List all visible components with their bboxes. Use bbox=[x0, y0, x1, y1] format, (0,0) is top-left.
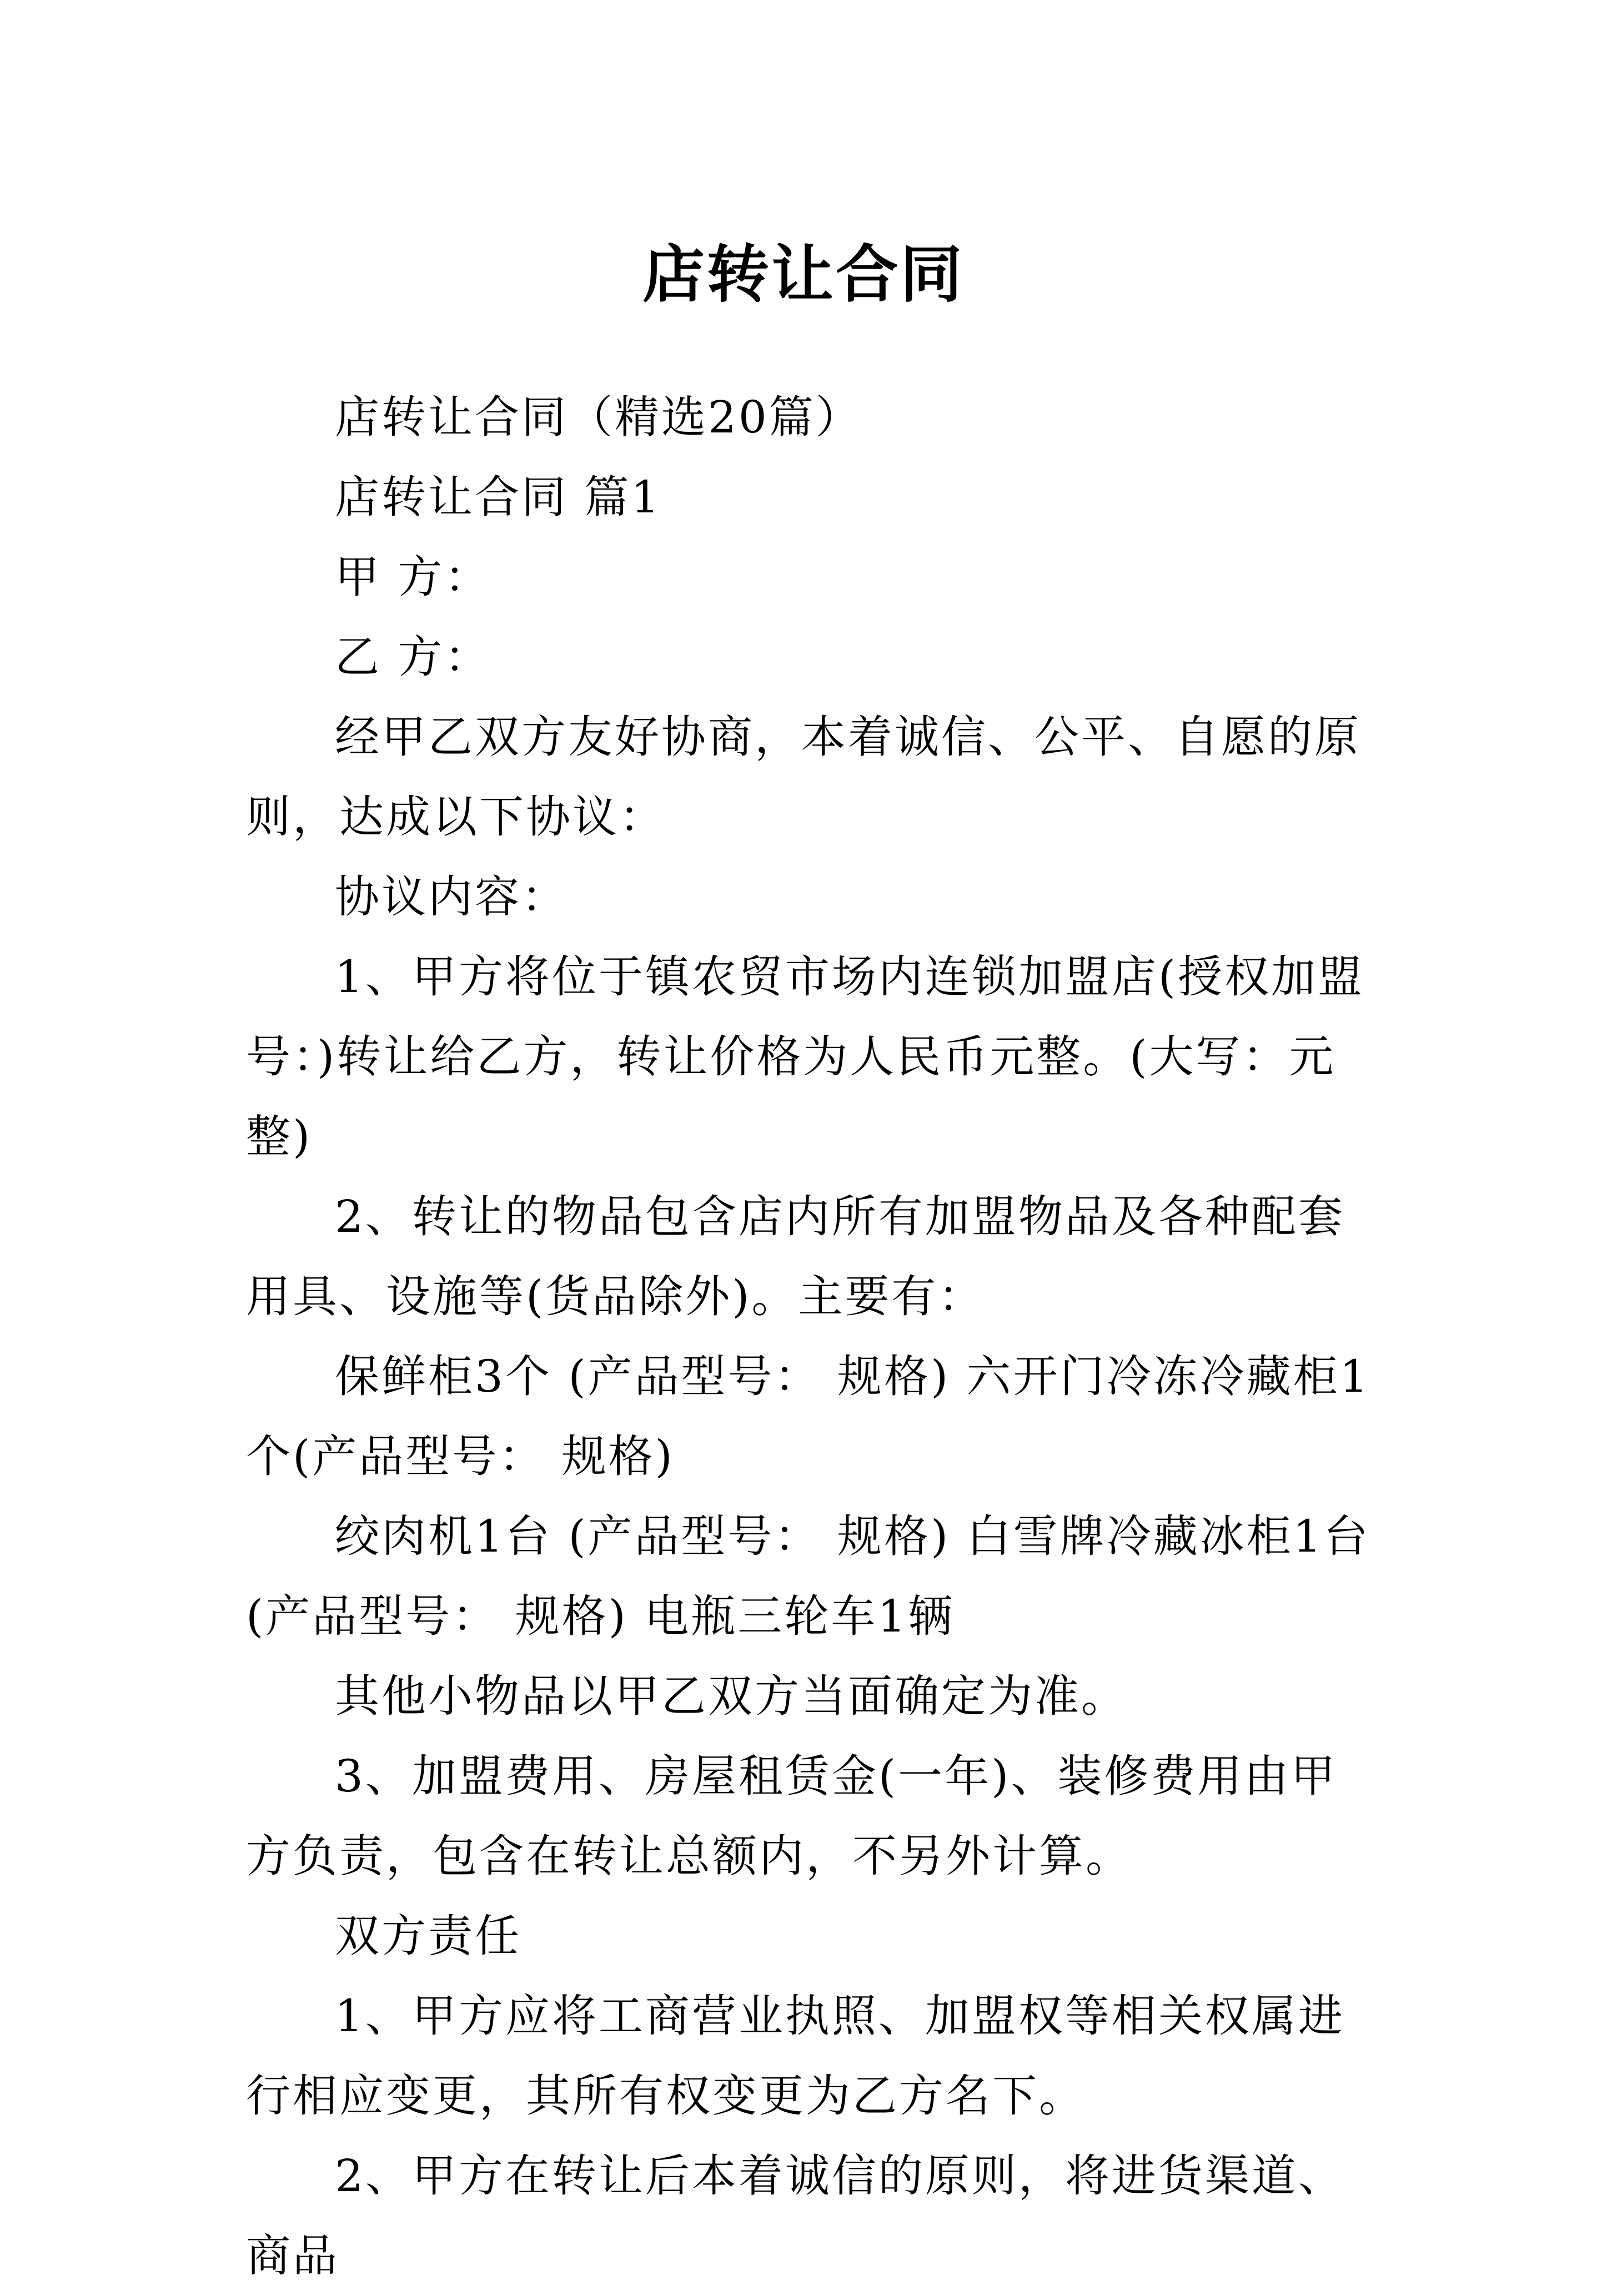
paragraph: 1、甲方应将工商营业执照、加盟权等相关权属进行相应变更，其所有权变更为乙方名下。 bbox=[246, 1990, 1345, 2122]
paragraph: 1、甲方将位于镇农贸市场内连锁加盟店(授权加盟号：)转让给乙方，转让价格为人民币元整。(大写：元整) bbox=[246, 951, 1365, 1162]
paragraph: 双方责任 bbox=[335, 1910, 521, 1962]
paragraph: 乙 方： bbox=[335, 631, 491, 683]
paragraph: 2、转让的物品包含店内所有加盟物品及各种配套用具、设施等(货品除外)。主要有： bbox=[246, 1191, 1345, 1322]
paragraph: 店转让合同 篇1 bbox=[335, 471, 662, 523]
paragraph: 甲 方： bbox=[335, 551, 491, 603]
document-body bbox=[246, 377, 1373, 2296]
paragraph: 协议内容： bbox=[335, 871, 568, 923]
paragraph: 3、加盟费用、房屋租赁金(一年)、装修费用由甲方负责，包含在转让总额内，不另外计算。 bbox=[246, 1750, 1338, 1882]
paragraph: 店转让合同（精选20篇） bbox=[335, 391, 862, 443]
paragraph: 2、甲方在转让后本着诚信的原则，将进货渠道、商品 bbox=[246, 2150, 1345, 2282]
paragraph: 其他小物品以甲乙双方当面确定为准。 bbox=[335, 1670, 1128, 1722]
paragraph: 保鲜柜3个 (产品型号： 规格) 六开门冷冻冷藏柜1个(产品型号： 规格) bbox=[246, 1351, 1370, 1482]
paragraph: 经甲乙双方友好协商，本着诚信、公平、自愿的原则，达成以下协议： bbox=[246, 711, 1361, 843]
paragraph: 绞肉机1台 (产品型号： 规格) 白雪牌冷藏冰柜1台(产品型号： 规格) 电瓶三轮车1辆 bbox=[246, 1510, 1370, 1642]
document-title: 店转让合同 bbox=[642, 238, 965, 311]
